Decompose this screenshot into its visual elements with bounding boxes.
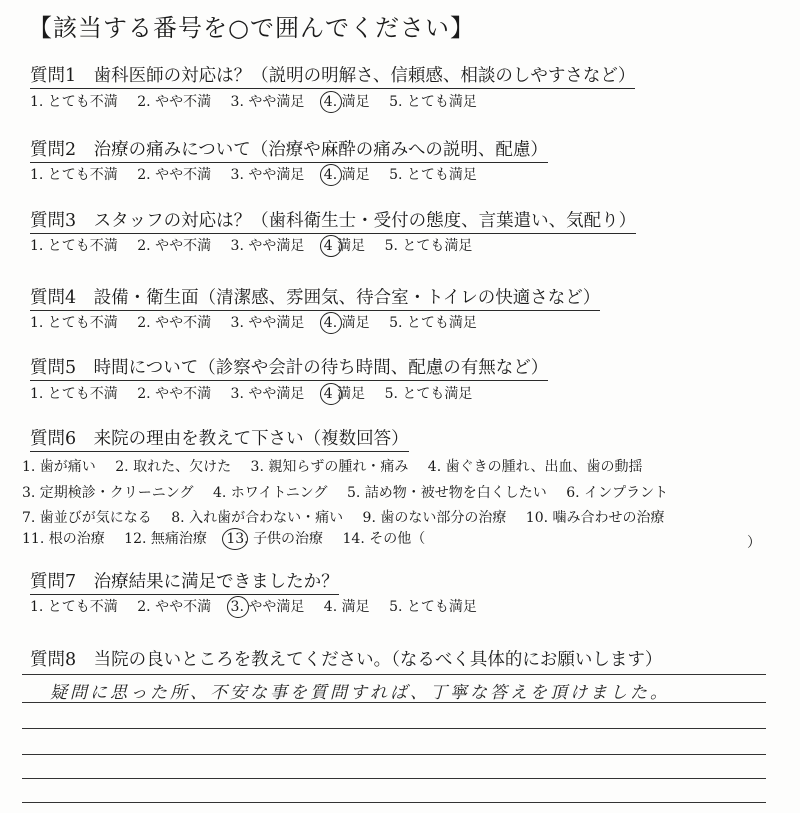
q3-option-1[interactable]: 1. とても不満 (30, 238, 118, 254)
q6-row-3 (22, 509, 665, 527)
q6-option-4[interactable]: 4. 歯ぐきの腫れ、出血、歯の動揺 (427, 459, 643, 475)
question-5: 質問5 時間について（診察や会計の待ち時間、配慮の有無など） (30, 358, 548, 381)
q6-option-6[interactable]: 6. インプラント (566, 485, 669, 501)
q4-option-5[interactable]: 5. とても満足 (389, 315, 477, 331)
question-3: 質問3 スタッフの対応は？（歯科衛生士・受付の態度、言葉遣い、気配り） (30, 211, 636, 234)
answer-line-4 (22, 754, 766, 755)
q5-options (30, 385, 487, 403)
q3-option-2[interactable]: 2. やや不満 (137, 238, 212, 254)
question-1: 質問1 歯科医師の対応は？（説明の明解さ、信頼感、相談のしやすさなど） (30, 66, 635, 89)
q5-selected-number: 4 (323, 386, 333, 402)
q6-option-5[interactable]: 5. 詰め物・被せ物を白くしたい (347, 485, 547, 501)
q5-option-1[interactable]: 1. とても不満 (30, 386, 118, 402)
q2-option-4-label: 満足 (341, 167, 370, 183)
q6-option-14[interactable]: 14. その他（ (342, 531, 426, 547)
q7-selected-number: 3. (230, 599, 244, 615)
answer-line-3 (22, 728, 766, 729)
q6-row-2 (22, 484, 668, 502)
q6-option-10[interactable]: 10. 噛み合わせの治療 (525, 510, 665, 526)
q1-option-2[interactable]: 2. やや不満 (137, 94, 212, 110)
q3-options (30, 237, 487, 255)
answer-line-2 (22, 702, 766, 703)
q7-option-2[interactable]: 2. やや不満 (137, 599, 212, 615)
q6-option-11[interactable]: 11. 根の治療 (22, 531, 105, 547)
q7-option-3[interactable] (231, 598, 305, 616)
question-6: 質問6 来院の理由を教えて下さい（複数回答） (30, 429, 409, 452)
q3-option-5[interactable]: 5. とても満足 (384, 238, 473, 254)
q4-selected-number: 4. (323, 315, 338, 331)
q6-option-3[interactable]: 3. 親知らずの腫れ・痛み (250, 459, 409, 475)
q6-option-9[interactable]: 9. 歯のない部分の治療 (362, 510, 507, 526)
q1-option-5[interactable]: 5. とても満足 (389, 94, 477, 110)
q2-option-3[interactable]: 3. やや満足 (230, 167, 305, 183)
q4-option-1[interactable]: 1. とても不満 (30, 315, 118, 331)
question-8: 質問8 当院の良いところを教えてください。（なるべく具体的にお願いします） (30, 650, 663, 670)
q4-option-4[interactable] (324, 314, 370, 332)
q1-option-1[interactable]: 1. とても不満 (30, 94, 118, 110)
q4-options (30, 314, 492, 332)
q6-close-paren: ） (747, 535, 761, 551)
q3-option-4-label: 満足 (337, 238, 366, 254)
q7-option-5[interactable]: 5. とても満足 (389, 599, 477, 615)
page-title: 【該当する番号を○で囲んでください】 (28, 14, 475, 42)
q7-option-1[interactable]: 1. とても不満 (30, 599, 118, 615)
q6-row-4 (22, 530, 425, 548)
q2-option-1[interactable]: 1. とても不満 (30, 167, 118, 183)
q2-selected-number: 4. (323, 167, 338, 183)
q6-row-1 (22, 458, 642, 476)
q6-option-8[interactable]: 8. 入れ歯が合わない・痛い (171, 510, 344, 526)
q3-selected-number: 4 (323, 238, 333, 254)
question-7: 質問7 治療結果に満足できましたか？ (30, 572, 339, 595)
q2-option-4[interactable] (324, 166, 370, 184)
q6-option-1[interactable]: 1. 歯が痛い (22, 459, 96, 475)
answer-line-5 (22, 778, 766, 779)
q4-option-2[interactable]: 2. やや不満 (137, 315, 212, 331)
answer-line-1 (22, 674, 766, 675)
question-4: 質問4 設備・衛生面（清潔感、雰囲気、待合室・トイレの快適さなど） (30, 288, 600, 311)
q1-option-3[interactable]: 3. やや満足 (230, 94, 305, 110)
q6-option-2[interactable]: 2. 取れた、欠けた (115, 459, 232, 475)
q3-option-4[interactable] (324, 237, 365, 255)
q7-option-4[interactable]: 4. 満足 (323, 599, 370, 615)
q6-option-12[interactable]: 12. 無痛治療 (124, 531, 207, 547)
q2-options (30, 166, 492, 184)
q5-option-5[interactable]: 5. とても満足 (384, 386, 473, 402)
q5-option-4[interactable] (324, 385, 365, 403)
q4-option-3[interactable]: 3. やや満足 (230, 315, 305, 331)
question-2: 質問2 治療の痛みについて（治療や麻酔の痛みへの説明、配慮） (30, 140, 548, 163)
q3-option-3[interactable]: 3. やや満足 (230, 238, 305, 254)
q1-option-4[interactable] (324, 93, 370, 111)
q6-option-4b[interactable]: 4. ホワイトニング (212, 485, 328, 501)
q2-option-2[interactable]: 2. やや不満 (137, 167, 212, 183)
q1-option-4-label: 満足 (341, 94, 370, 110)
q8-handwritten-answer[interactable]: 疑問に思った所、不安な事を質問すれば、丁寧な答えを頂けました。 (50, 683, 670, 703)
q6-option-13[interactable] (226, 530, 323, 548)
q5-option-2[interactable]: 2. やや不満 (137, 386, 212, 402)
q6-option-13-label: 子供の治療 (253, 531, 324, 547)
q6-option-3b[interactable]: 3. 定期検診・クリーニング (22, 485, 194, 501)
q5-option-4-label: 満足 (337, 386, 366, 402)
q1-selected-number: 4. (323, 94, 338, 110)
q6-option-7[interactable]: 7. 歯並びが気になる (22, 510, 152, 526)
q7-options (30, 598, 492, 616)
q2-option-5[interactable]: 5. とても満足 (389, 167, 477, 183)
q4-option-4-label: 満足 (341, 315, 370, 331)
q6-selected-number: 13. (226, 531, 249, 547)
q5-option-3[interactable]: 3. やや満足 (230, 386, 305, 402)
q1-options (30, 93, 492, 111)
answer-line-6 (22, 802, 766, 803)
q7-option-3-label: やや満足 (248, 599, 305, 615)
